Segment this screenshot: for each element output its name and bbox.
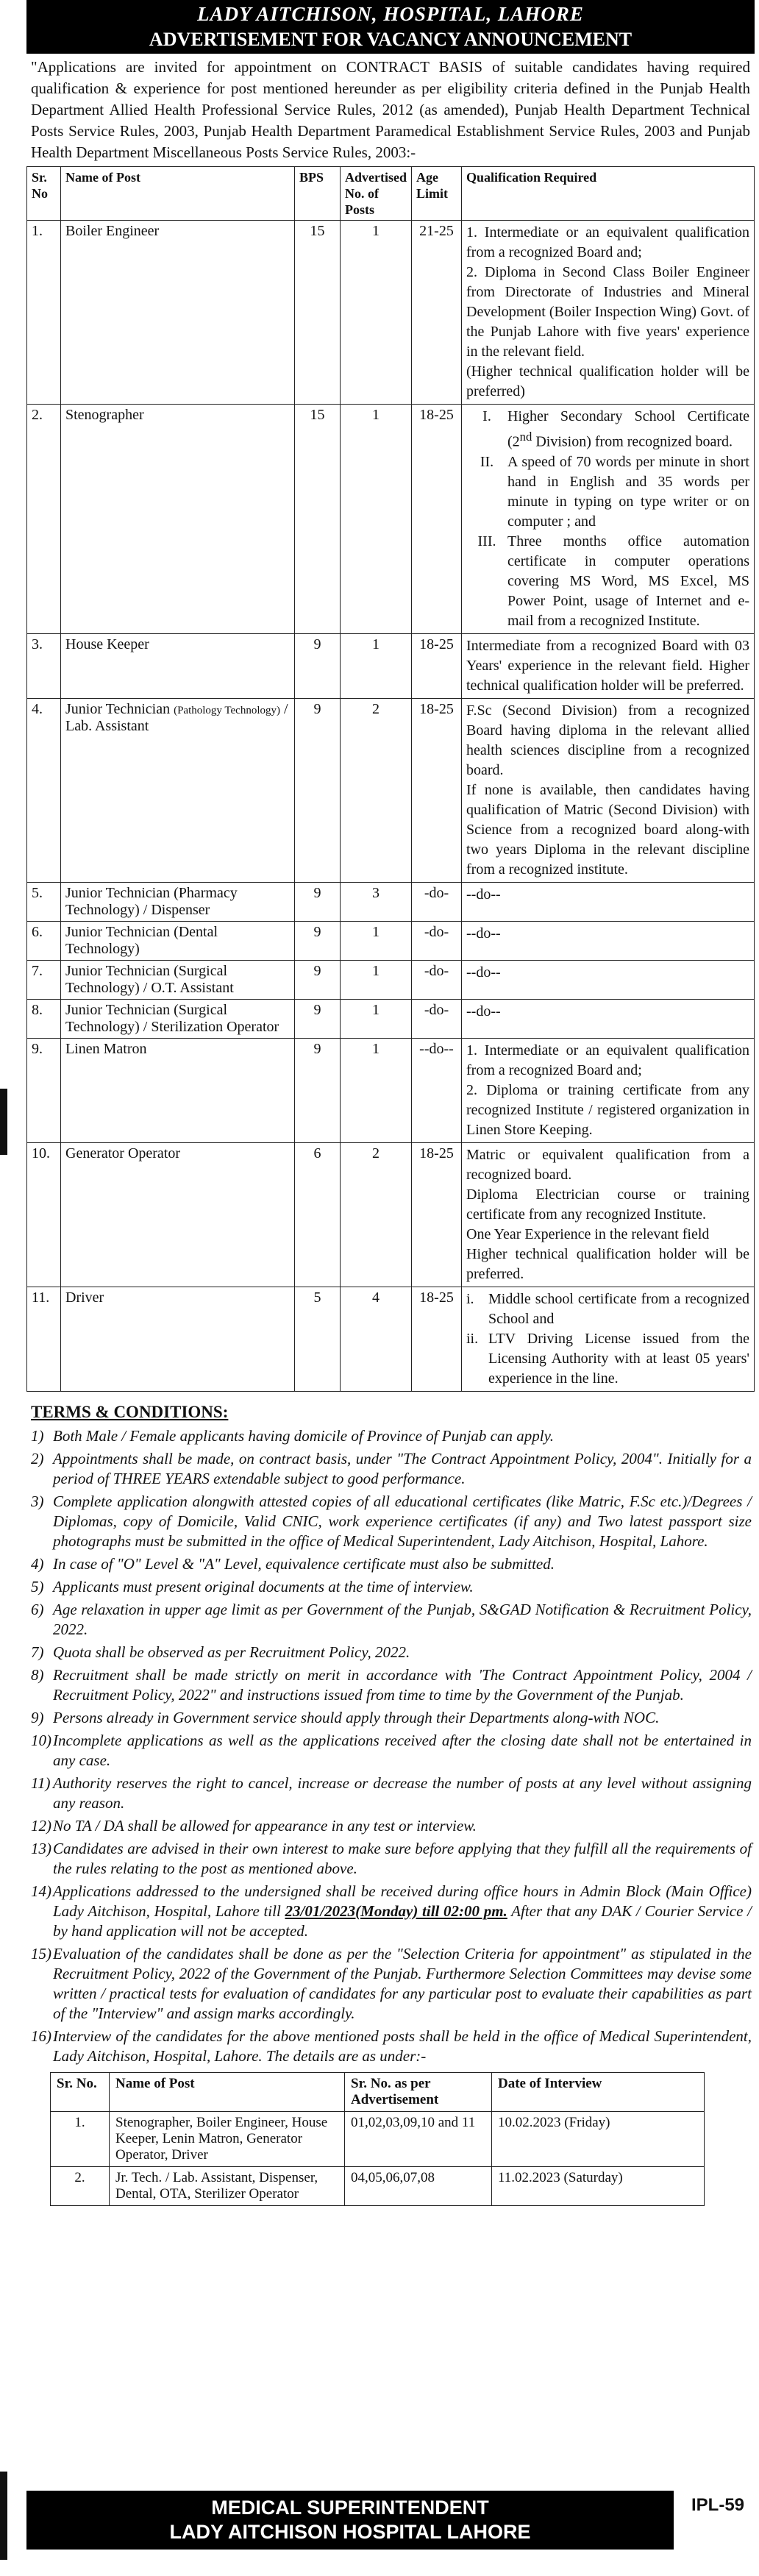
posts-table bbox=[26, 166, 755, 1392]
post-qualification bbox=[462, 960, 755, 999]
post-count: 1 bbox=[341, 633, 412, 698]
term-text: Both Male / Female applicants having domicile of Province of Punjab can apply. bbox=[53, 1426, 554, 1445]
term-text: Interview of the candidates for the above mentioned posts shall be held in the office of Medical Superintendent, Lady Aitchison, Hospital, Lahore. The details are as under:- bbox=[53, 2027, 752, 2065]
post-name bbox=[61, 221, 295, 405]
terms-list bbox=[31, 1426, 752, 2066]
term-item bbox=[31, 1600, 752, 1640]
interview-row bbox=[51, 2111, 705, 2166]
post-count: 1 bbox=[341, 999, 412, 1038]
post-sr: 3. bbox=[27, 633, 61, 698]
term-text: No TA / DA shall be allowed for appearance in any test or interview. bbox=[53, 1816, 477, 1835]
post-sr: 2. bbox=[27, 405, 61, 634]
qualification-item bbox=[466, 452, 749, 532]
term-number: 13) bbox=[31, 1839, 51, 1857]
post-count: 1 bbox=[341, 1038, 412, 1142]
term-number: 10) bbox=[31, 1731, 51, 1749]
qualification-number: i. bbox=[466, 1290, 474, 1307]
term-number: 15) bbox=[31, 1944, 51, 1963]
qualification-line: 2. Diploma or training certificate from any recognized Institute / registered organization in Linen Store Keeping. bbox=[466, 1081, 749, 1138]
edge-bar bbox=[0, 2472, 7, 2560]
post-name bbox=[61, 1142, 295, 1287]
post-age-limit: 18-25 bbox=[412, 1142, 462, 1287]
qualification-item bbox=[466, 407, 749, 452]
footer-hospital: LADY AITCHISON HOSPITAL LAHORE bbox=[169, 2521, 531, 2543]
qualification-line: Matric or equivalent qualification from a recognized board. bbox=[466, 1146, 749, 1183]
post-bps: 9 bbox=[295, 1038, 341, 1142]
table-row bbox=[27, 1287, 755, 1391]
terms-section bbox=[31, 1402, 752, 2066]
term-deadline: 23/01/2023(Monday) till 02:00 pm. bbox=[285, 1901, 507, 1920]
col-qualification: Qualification Required bbox=[462, 167, 755, 221]
qualification-text: LTV Driving License issued from the Licensing Authority with at least 05 years' experience in the line. bbox=[488, 1330, 749, 1387]
qualification-line: 2. Diploma in Second Class Boiler Engineer from Directorate of Industries and Mineral Development (Boiler Inspection Wing) Govt. of the Punjab Lahore with five years' experience in the relevant field. bbox=[466, 264, 749, 360]
qualification-ditto: --do-- bbox=[466, 886, 501, 903]
post-sr: 8. bbox=[27, 999, 61, 1038]
qualification-line: Diploma Electrician course or training certificate from any recognized Institute. bbox=[466, 1186, 749, 1223]
post-name-text: House Keeper bbox=[65, 636, 149, 652]
post-qualification bbox=[462, 921, 755, 960]
iv-date: 10.02.2023 (Friday) bbox=[492, 2111, 705, 2166]
col-sr: Sr. No bbox=[27, 167, 61, 221]
post-age-limit: 18-25 bbox=[412, 633, 462, 698]
post-name-text: Junior Technician (Surgical Technology) / Sterilization Operator bbox=[65, 1001, 279, 1035]
post-name-text: Linen Matron bbox=[65, 1040, 147, 1057]
term-item bbox=[31, 1816, 752, 1836]
table-row bbox=[27, 698, 755, 882]
post-bps: 9 bbox=[295, 882, 341, 921]
post-qualification bbox=[462, 698, 755, 882]
term-number: 6) bbox=[31, 1600, 44, 1618]
post-name-text: Junior Technician (Surgical Technology) / O.T. Assistant bbox=[65, 962, 234, 996]
iv-post-names: Stenographer, Boiler Engineer, House Keeper, Lenin Matron, Generator Operator, Driver bbox=[110, 2111, 345, 2166]
term-text: Incomplete applications as well as the applications received after the closing date shall not be entertained in any case. bbox=[53, 1731, 752, 1769]
qualification-line: (Higher technical qualification holder will be preferred) bbox=[466, 363, 749, 399]
iv-col-date: Date of Interview bbox=[492, 2072, 705, 2111]
reference-code: IPL-59 bbox=[691, 2495, 745, 2515]
qualification-number: III. bbox=[477, 533, 496, 549]
term-item bbox=[31, 2027, 752, 2066]
qualification-item bbox=[466, 532, 749, 631]
post-age-limit: --do-- bbox=[412, 1038, 462, 1142]
qualification-ditto: --do-- bbox=[466, 1003, 501, 1020]
post-sr: 9. bbox=[27, 1038, 61, 1142]
post-name bbox=[61, 698, 295, 882]
term-item bbox=[31, 1492, 752, 1551]
interview-table-body bbox=[51, 2111, 705, 2205]
term-text: Authority reserves the right to cancel, increase or decrease the number of posts at any level without assigning any reason. bbox=[53, 1773, 752, 1812]
qualification-number: I. bbox=[482, 408, 491, 424]
qualification-list bbox=[466, 407, 749, 631]
post-bps: 5 bbox=[295, 1287, 341, 1391]
term-number: 4) bbox=[31, 1554, 44, 1573]
interview-table bbox=[50, 2072, 705, 2206]
term-item bbox=[31, 1643, 752, 1662]
advertisement-title: ADVERTISEMENT FOR VACANCY ANNOUNCEMENT bbox=[149, 29, 632, 50]
qualification-text: Three months office automation certificate in computer operations covering MS Word, MS Excel, MS Power Point, usage of Internet and e-mail from a recognized Institute. bbox=[507, 533, 749, 629]
post-age-limit: -do- bbox=[412, 999, 462, 1038]
qualification-text: Middle school certificate from a recognized School and bbox=[488, 1290, 749, 1327]
post-name bbox=[61, 405, 295, 634]
post-count: 4 bbox=[341, 1287, 412, 1391]
post-name-text: Generator Operator bbox=[65, 1145, 181, 1161]
term-text: Age relaxation in upper age limit as per Government of the Punjab, S&GAD Notification & Recruitment Policy, 2022. bbox=[53, 1600, 752, 1638]
post-bps: 15 bbox=[295, 405, 341, 634]
post-age-limit: -do- bbox=[412, 960, 462, 999]
term-item bbox=[31, 1882, 752, 1941]
qualification-text: A speed of 70 words per minute in short hand in English and 35 words per minute in typing on type writer or on computer ; and bbox=[507, 453, 749, 530]
table-row bbox=[27, 1142, 755, 1287]
post-sr: 10. bbox=[27, 1142, 61, 1287]
term-text: Appointments shall be made, on contract basis, under "The Contract Appointment Policy, 2004". Initially for a period of THREE YEARS extendable subject to good performance. bbox=[53, 1449, 752, 1487]
col-bps: BPS bbox=[295, 167, 341, 221]
qualification-ditto: --do-- bbox=[466, 964, 501, 981]
col-posts: Advertised No. of Posts bbox=[341, 167, 412, 221]
qualification-line: If none is available, then candidates having qualification of Matric (Second Division) with Science from a recognized board along-with two years Diploma in the relevant discipline from a recognized institute. bbox=[466, 781, 749, 878]
post-name bbox=[61, 882, 295, 921]
iv-sr: 1. bbox=[51, 2111, 110, 2166]
header-banner bbox=[26, 0, 755, 54]
qualification-number: ii. bbox=[466, 1330, 479, 1347]
post-count: 2 bbox=[341, 698, 412, 882]
qualification-line: 1. Intermediate or an equivalent qualification from a recognized Board and; bbox=[466, 1042, 749, 1078]
post-name-text: Boiler Engineer bbox=[65, 223, 160, 239]
intro-paragraph: "Applications are invited for appointment on CONTRACT BASIS of suitable candidates having required qualification & experience for post mentioned hereunder as per eligibility criteria defined in the Punjab Health Department Allied Health Professional Service Rules, 2012 (as amended), Punjab Health Department Technical Posts Service Rules, 2003, Punjab Health Department Paramedical Establishment Service Rules, 2003 and Punjab Health Department Miscellaneous Posts Service Rules, 2003:- bbox=[31, 58, 750, 161]
post-count: 3 bbox=[341, 882, 412, 921]
term-text: Complete application alongwith attested copies of all educational certificates (like Matric, F.Sc etc.)/Degrees / Diplomas, copy of Domicile, Valid CNIC, work experience certificates (if any) and Two latest passport size photographs must be submitted in the office of Medical Superintendent, Lady Aitchison, Hospital, Lahore. bbox=[53, 1492, 752, 1550]
post-sr: 5. bbox=[27, 882, 61, 921]
post-count: 1 bbox=[341, 921, 412, 960]
term-item bbox=[31, 1731, 752, 1771]
post-name bbox=[61, 1287, 295, 1391]
interview-row bbox=[51, 2166, 705, 2205]
term-number: 3) bbox=[31, 1492, 44, 1510]
iv-post-names: Jr. Tech. / Lab. Assistant, Dispenser, Dental, OTA, Sterilizer Operator bbox=[110, 2166, 345, 2205]
term-number: 11) bbox=[31, 1773, 51, 1792]
footer-signatory: MEDICAL SUPERINTENDENT bbox=[211, 2497, 489, 2519]
term-text: Candidates are advised in their own interest to make sure before applying that they fulfill all the requirements of the rules relating to the post as mentioned above. bbox=[53, 1839, 752, 1877]
post-name-tail: / Lab. Assistant bbox=[65, 700, 288, 734]
col-name: Name of Post bbox=[61, 167, 295, 221]
col-age: Age Limit bbox=[412, 167, 462, 221]
post-bps: 9 bbox=[295, 999, 341, 1038]
table-row bbox=[27, 633, 755, 698]
table-row bbox=[27, 999, 755, 1038]
qualification-line: One Year Experience in the relevant field bbox=[466, 1225, 710, 1242]
term-number: 2) bbox=[31, 1449, 44, 1467]
term-text-pre: Applications addressed to the undersigned shall be received during office hours in Admin Block (Main Office) Lady Aitchison, Hospital, Lahore till bbox=[53, 1882, 752, 1920]
post-count: 2 bbox=[341, 1142, 412, 1287]
term-number: 1) bbox=[31, 1426, 44, 1445]
post-age-limit: -do- bbox=[412, 882, 462, 921]
qualification-item bbox=[466, 1289, 749, 1329]
term-number: 12) bbox=[31, 1816, 51, 1835]
post-name-text: Junior Technician (Dental Technology) bbox=[65, 923, 218, 957]
post-qualification bbox=[462, 1142, 755, 1287]
post-sr: 1. bbox=[27, 221, 61, 405]
iv-date: 11.02.2023 (Saturday) bbox=[492, 2166, 705, 2205]
post-bps: 15 bbox=[295, 221, 341, 405]
post-bps: 9 bbox=[295, 633, 341, 698]
term-item bbox=[31, 1665, 752, 1705]
qualification-number: II. bbox=[480, 453, 494, 470]
qualification-list bbox=[466, 1289, 749, 1389]
term-text: Applicants must present original documents at the time of interview. bbox=[53, 1577, 474, 1595]
left-margin-fragments bbox=[0, 0, 19, 2576]
post-name-specialty: (Pathology Technology) bbox=[174, 704, 280, 716]
post-qualification bbox=[462, 633, 755, 698]
term-number: 14) bbox=[31, 1882, 51, 1900]
post-bps: 6 bbox=[295, 1142, 341, 1287]
term-item bbox=[31, 1577, 752, 1597]
post-name-text: Stenographer bbox=[65, 407, 144, 423]
post-sr: 6. bbox=[27, 921, 61, 960]
hospital-name: LADY AITCHISON, HOSPITAL, LAHORE bbox=[197, 3, 584, 25]
post-age-limit: -do- bbox=[412, 921, 462, 960]
term-item bbox=[31, 1708, 752, 1728]
post-sr: 7. bbox=[27, 960, 61, 999]
term-text bbox=[53, 1882, 752, 1941]
post-qualification bbox=[462, 882, 755, 921]
edge-bar bbox=[0, 1089, 7, 1155]
posts-table-body bbox=[27, 221, 755, 1392]
iv-sr: 2. bbox=[51, 2166, 110, 2205]
qualification-line: Intermediate from a recognized Board with 03 Years' experience in the relevant field. Higher technical qualification holder will be preferred. bbox=[466, 637, 749, 694]
table-row bbox=[27, 1038, 755, 1142]
term-text: Evaluation of the candidates shall be done as per the "Selection Criteria for appointment" as stipulated in the Recruitment Policy, 2022 of the Government of the Punjab. Furthermore Selection Committees may devise some written / practical tests for evaluation of candidates for any particular post to evaluate their capabilities as part of the "Interview" and assign marks accordingly. bbox=[53, 1944, 752, 2022]
term-item bbox=[31, 1426, 752, 1446]
iv-col-name: Name of Post bbox=[110, 2072, 345, 2111]
post-bps: 9 bbox=[295, 960, 341, 999]
footer-banner bbox=[26, 2491, 674, 2550]
post-qualification bbox=[462, 1287, 755, 1391]
post-name-text: Junior Technician (Pharmacy Technology) / Dispenser bbox=[65, 884, 238, 918]
table-row bbox=[27, 921, 755, 960]
post-qualification bbox=[462, 999, 755, 1038]
table-row bbox=[27, 405, 755, 634]
iv-col-sr: Sr. No. bbox=[51, 2072, 110, 2111]
term-text: Quota shall be observed as per Recruitment Policy, 2022. bbox=[53, 1643, 410, 1661]
post-age-limit: 18-25 bbox=[412, 698, 462, 882]
post-bps: 9 bbox=[295, 698, 341, 882]
post-bps: 9 bbox=[295, 921, 341, 960]
iv-adv-numbers: 04,05,06,07,08 bbox=[345, 2166, 492, 2205]
post-age-limit: 18-25 bbox=[412, 1287, 462, 1391]
term-number: 5) bbox=[31, 1577, 44, 1595]
term-number: 7) bbox=[31, 1643, 44, 1661]
table-row bbox=[27, 960, 755, 999]
term-text-post: After that any DAK / Courier Service / by hand application will not be accepted. bbox=[53, 1901, 752, 1940]
terms-title: TERMS & CONDITIONS: bbox=[31, 1402, 229, 1421]
term-number: 16) bbox=[31, 2027, 51, 2045]
advertisement-page bbox=[21, 0, 759, 2206]
interview-table-header bbox=[51, 2072, 705, 2111]
qualification-line: F.Sc (Second Division) from a recognized Board having diploma in the relevant allied health sciences discipline from a recognized board. bbox=[466, 702, 749, 778]
post-age-limit: 18-25 bbox=[412, 405, 462, 634]
post-age-limit: 21-25 bbox=[412, 221, 462, 405]
qualification-ditto: --do-- bbox=[466, 925, 501, 942]
post-count: 1 bbox=[341, 221, 412, 405]
post-name bbox=[61, 633, 295, 698]
term-text: Recruitment shall be made strictly on merit in accordance with 'The Contract Appointment Policy, 2004 / Recruitment Policy, 2022" and instructions issued from time to time by the Government of the Punjab. bbox=[53, 1665, 752, 1704]
term-number: 8) bbox=[31, 1665, 44, 1684]
qualification-line: Higher technical qualification holder will be preferred. bbox=[466, 1245, 749, 1282]
post-name-text: Junior Technician bbox=[65, 700, 171, 717]
post-name bbox=[61, 1038, 295, 1142]
term-item bbox=[31, 1554, 752, 1574]
qualification-item bbox=[466, 1329, 749, 1389]
post-count: 1 bbox=[341, 405, 412, 634]
post-sr: 11. bbox=[27, 1287, 61, 1391]
table-row bbox=[27, 221, 755, 405]
term-item bbox=[31, 1944, 752, 2024]
post-name bbox=[61, 921, 295, 960]
term-item bbox=[31, 1449, 752, 1489]
term-item bbox=[31, 1839, 752, 1879]
table-row bbox=[27, 882, 755, 921]
post-sr: 4. bbox=[27, 698, 61, 882]
posts-table-header bbox=[27, 167, 755, 221]
qualification-text: Higher Secondary School Certificate (2nd Division) from recognized board. bbox=[507, 408, 749, 450]
post-qualification bbox=[462, 1038, 755, 1142]
iv-col-adv: Sr. No. as per Advertisement bbox=[345, 2072, 492, 2111]
qualification-line: 1. Intermediate or an equivalent qualification from a recognized Board and; bbox=[466, 224, 749, 260]
post-qualification bbox=[462, 221, 755, 405]
term-number: 9) bbox=[31, 1708, 44, 1726]
post-name bbox=[61, 999, 295, 1038]
post-count: 1 bbox=[341, 960, 412, 999]
post-name-text: Driver bbox=[65, 1289, 104, 1306]
term-text: In case of "O" Level & "A" Level, equivalence certificate must also be submitted. bbox=[53, 1554, 555, 1573]
iv-adv-numbers: 01,02,03,09,10 and 11 bbox=[345, 2111, 492, 2166]
post-qualification bbox=[462, 405, 755, 634]
term-item bbox=[31, 1773, 752, 1813]
post-name bbox=[61, 960, 295, 999]
term-text: Persons already in Government service should apply through their Departments along-with NOC. bbox=[53, 1708, 660, 1726]
